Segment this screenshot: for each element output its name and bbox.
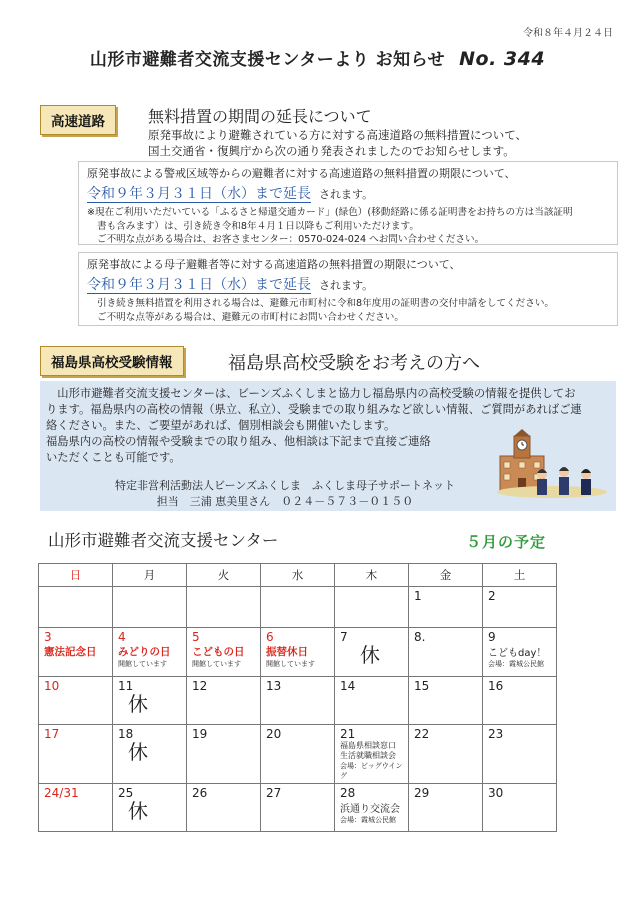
holiday-name: 振替休日: [266, 646, 308, 658]
weekday-sat: 土: [483, 564, 557, 587]
weekday-tue: 火: [187, 564, 261, 587]
weekday-thu: 木: [335, 564, 409, 587]
event-venue: 会場：ビッグウイング: [340, 762, 403, 780]
evacuee-box: [78, 161, 618, 245]
day-number: 24/31: [44, 786, 79, 800]
day-number: 10: [44, 679, 60, 693]
calendar-cell: [409, 677, 483, 725]
calendar-cell: [409, 725, 483, 784]
highway-intro-line-2: 国土交通省・復興庁から次の通り発表されましたのでお知らせします。: [148, 144, 515, 158]
exam-heading: 福島県高校受験をお考えの方へ: [228, 353, 480, 374]
exam-paragraph-2a: 福島県内の高校の情報や受験までの取り組み、他相談は下記まで直接ご連絡: [46, 435, 431, 448]
contact-info: [85, 478, 485, 510]
event-venue: 会場：霞城公民館: [488, 660, 544, 668]
calendar-cell: [335, 725, 409, 784]
day-number: 27: [266, 786, 282, 800]
mother-child-box: [78, 252, 618, 326]
calendar-cell: [335, 628, 409, 677]
day-number: 12: [192, 679, 208, 693]
weekday-mon: 月: [113, 564, 187, 587]
calendar-title: 山形市避難者交流支援センター: [48, 531, 279, 550]
open-note: 開館しています: [192, 660, 241, 668]
issue-number: No. 344: [459, 48, 546, 70]
evacuee-note-3: ご不明な点がある場合は、お客さまセンター：0570-024-024 へお問い合わせください。: [97, 234, 485, 245]
day-number: 28: [340, 786, 356, 800]
day-number: 18: [118, 727, 134, 741]
mother-child-note-1: 引き続き無料措置を利用される場合は、避難元市町村に令和8年度用の証明書の交付申請をしてください。: [97, 298, 555, 309]
day-number: 8.: [414, 630, 426, 644]
day-number: 30: [488, 786, 504, 800]
calendar-cell: [187, 784, 261, 832]
event-venue: 会場：霞城公民館: [340, 816, 396, 824]
highway-intro-line-1: 原発事故により避難されている方に対する高速道路の無料措置について、: [148, 128, 528, 142]
calendar-cell: [483, 725, 557, 784]
highway-intro: [148, 127, 608, 159]
title-text: 山形市避難者交流支援センターより お知らせ: [89, 50, 446, 70]
highway-heading: 無料措置の期間の延長について: [148, 107, 372, 126]
calendar-cell-empty: [39, 587, 113, 628]
closed-mark: 休: [128, 692, 148, 716]
issue-date: 令和８年４月２４日: [523, 28, 613, 39]
calendar-cell: [39, 784, 113, 832]
calendar-cell: [335, 784, 409, 832]
day-number: 17: [44, 727, 60, 741]
weekday-sun: 日: [39, 564, 113, 587]
weekday-wed: 水: [261, 564, 335, 587]
calendar-cell: [39, 677, 113, 725]
day-number: 29: [414, 786, 430, 800]
evacuee-extension-suffix: されます。: [319, 188, 374, 201]
calendar-cell: [483, 628, 557, 677]
event-name: 浜通り交流会: [340, 804, 400, 815]
evacuee-box-line: 原発事故による警戒区域等からの避難者に対する高速道路の無料措置の期限について、: [87, 167, 516, 180]
calendar-cell: [113, 628, 187, 677]
closed-mark: 休: [128, 740, 148, 764]
day-number: 15: [414, 679, 430, 693]
day-number: 19: [192, 727, 208, 741]
calendar-cell: [39, 725, 113, 784]
mother-child-extension: 令和９年３月３１日（水）まで延長: [87, 277, 311, 293]
event-name: こどもday！: [488, 648, 547, 659]
calendar-cell: [261, 677, 335, 725]
day-number: 5: [192, 630, 200, 644]
closed-mark: 休: [360, 643, 380, 667]
holiday-name: みどりの日: [118, 646, 171, 658]
page-title: [0, 45, 635, 70]
contact-person: 担当 三浦 恵美里さん ０２４－５７３－０１５０: [156, 495, 414, 508]
day-number: 25: [118, 786, 134, 800]
calendar-cell: [409, 587, 483, 628]
calendar-cell: [261, 628, 335, 677]
calendar-cell: [261, 725, 335, 784]
calendar-cell: [187, 725, 261, 784]
calendar-cell: [335, 677, 409, 725]
day-number: 4: [118, 630, 126, 644]
calendar-cell: [113, 677, 187, 725]
day-number: 23: [488, 727, 504, 741]
calendar-cell-empty: [335, 587, 409, 628]
day-number: 13: [266, 679, 282, 693]
day-number: 9: [488, 630, 496, 644]
day-number: 11: [118, 679, 134, 693]
holiday-name: こどもの日: [192, 646, 245, 658]
exam-tag: 福島県高校受験情報: [40, 346, 184, 376]
day-number: 16: [488, 679, 504, 693]
calendar-cell: [409, 628, 483, 677]
highway-tag: 高速道路: [40, 105, 116, 135]
day-number: 7: [340, 630, 348, 644]
mother-child-note-2: ご不明な点等がある場合は、避難元の市町村にお問い合わせください。: [97, 311, 404, 323]
day-number: 2: [488, 589, 496, 603]
day-number: 14: [340, 679, 356, 693]
open-note: 開館しています: [266, 660, 315, 668]
evacuee-extension: 令和９年３月３１日（水）まで延長: [87, 186, 311, 202]
evacuee-note-1: ※現在ご利用いただいている「ふるさと帰還交通カード」(緑色）(移動経路に係る証明書をお持ちの方は当該証明: [87, 207, 573, 218]
exam-paragraph-2b: いただくことも可能です。: [46, 451, 181, 464]
calendar-cell: [187, 677, 261, 725]
school-illustration: [492, 428, 608, 508]
event-name: 福島県相談窓口: [340, 741, 396, 750]
evacuee-note-2: 書も含みます）は、引き続き令和8年４月１日以降もご利用いただけます。: [97, 220, 419, 232]
open-note: 開館しています: [118, 660, 167, 668]
mother-child-box-line: 原発事故による母子避難者等に対する高速道路の無料措置の期限について、: [87, 258, 461, 271]
day-number: 1: [414, 589, 422, 603]
calendar-cell: [261, 784, 335, 832]
calendar-cell: [187, 628, 261, 677]
organization-name: 特定非営利活動法人ビーンズふくしま ふくしま母子サポートネット: [115, 479, 455, 492]
calendar-cell: [113, 784, 187, 832]
day-number: 3: [44, 630, 52, 644]
day-number: 6: [266, 630, 274, 644]
calendar-cell: [113, 725, 187, 784]
day-number: 21: [340, 727, 356, 741]
calendar-cell-empty: [187, 587, 261, 628]
holiday-name: 憲法記念日: [44, 646, 97, 658]
calendar-cell: [483, 587, 557, 628]
calendar-cell: [483, 677, 557, 725]
mother-child-extension-suffix: されます。: [319, 279, 374, 292]
calendar-cell-empty: [261, 587, 335, 628]
calendar-cell: [39, 628, 113, 677]
event-name: 生活就職相談会: [340, 751, 396, 760]
day-number: 26: [192, 786, 208, 800]
exam-paragraph-1: 山形市避難者交流支援センターは、ビーンズふくしまと協力し福島県内の高校受験の情報を提供しております。福島県内の高校の情報（県立、私立）、受験までの取り組みなど欲しい情報、ご質問があればご連絡ください。また、ご要望があれば、個別相談会も開催いたします。: [46, 387, 582, 432]
day-number: 22: [414, 727, 430, 741]
calendar-month-label: ５月の予定: [466, 533, 547, 551]
may-calendar: [38, 563, 557, 832]
calendar-cell: [483, 784, 557, 832]
calendar-cell-empty: [113, 587, 187, 628]
calendar-cell: [409, 784, 483, 832]
day-number: 20: [266, 727, 282, 741]
closed-mark: 休: [128, 799, 148, 823]
weekday-fri: 金: [409, 564, 483, 587]
